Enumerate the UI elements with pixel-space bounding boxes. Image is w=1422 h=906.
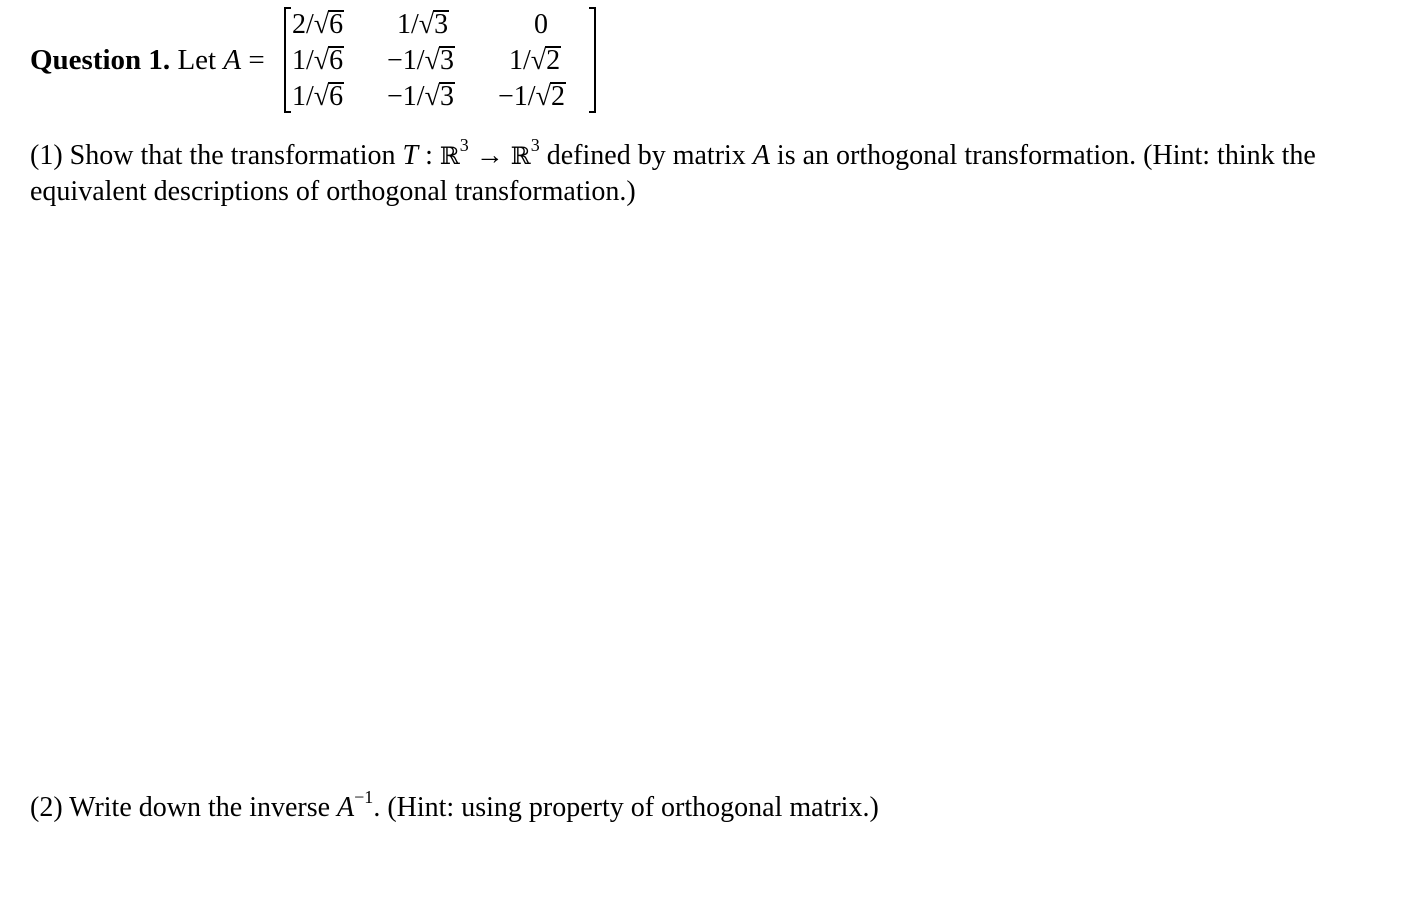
matrix-cell-r1c3: 0 [534, 9, 548, 40]
equals-sign: = [248, 44, 265, 76]
matrix-cell-r1c2: 1/√3 [397, 9, 449, 40]
matrix-left-bracket [284, 7, 291, 113]
matrix-cell-r3c1: 1/√6 [292, 81, 344, 112]
matrix-cell-r3c2: −1/√3 [387, 81, 454, 112]
matrix-cell-r1c1: 2/√6 [292, 9, 344, 40]
matrix-symbol: A [752, 140, 770, 171]
question-heading [30, 41, 265, 79]
matrix-right-bracket [589, 7, 596, 113]
inverse-matrix-symbol: A [337, 792, 355, 823]
part-1-text: (1) Show that the transformation T : ℝ$^3$ → ℝ$^3$ defined by matrix A is an orthogonal transformation. (Hint: think the equivalent descriptions of orthogonal transformation.) [30, 134, 1316, 207]
question-intro: Let [177, 44, 217, 76]
matrix-cell-r2c2: −1/√3 [387, 45, 454, 76]
part-2-text: (2) Write down the inverse $A^{-1}$. (Hint: using property of orthogonal matrix.) [30, 786, 879, 823]
question-label: Question 1. [30, 44, 171, 76]
matrix-cell-r3c3: −1/√2 [498, 81, 565, 112]
matrix-a [284, 4, 596, 116]
transformation-symbol: T [402, 140, 419, 171]
matrix-cell-r2c1: 1/√6 [292, 45, 344, 76]
matrix-cell-r2c3: 1/√2 [509, 45, 561, 76]
matrix-variable: A [223, 44, 242, 76]
